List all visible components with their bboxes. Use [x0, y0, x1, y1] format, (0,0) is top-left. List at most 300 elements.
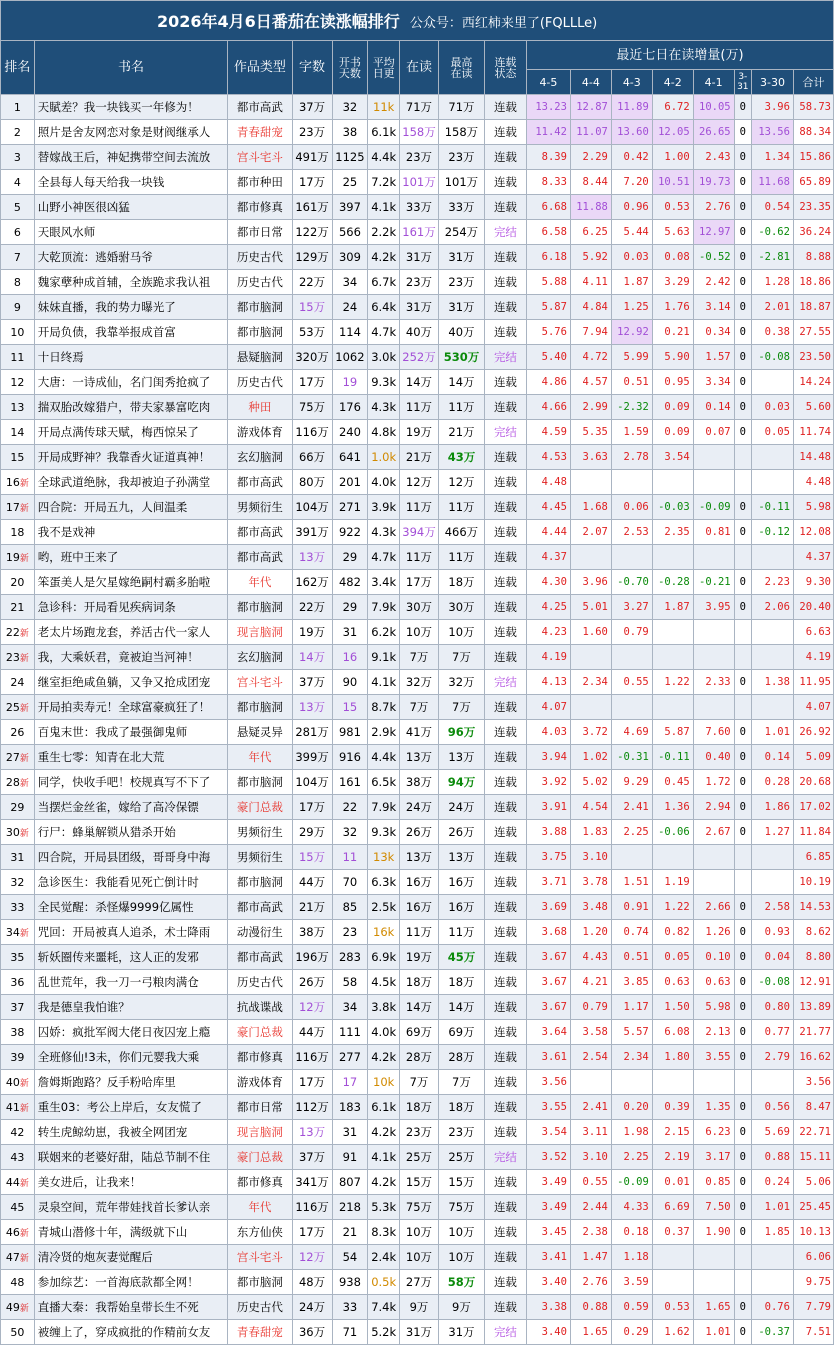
rank-number: 7: [13, 250, 21, 264]
total-increase: 11.74: [793, 420, 833, 445]
avg-update: 4.2k: [368, 1170, 400, 1195]
genre-cell: 悬疑灵异: [228, 720, 292, 745]
weekly-increase: 2.94: [693, 795, 734, 820]
status-cell: 连载: [484, 595, 526, 620]
days-count: 916: [332, 745, 368, 770]
days-count: 17: [332, 1070, 368, 1095]
days-count: 397: [332, 195, 368, 220]
avg-update: 8.7k: [368, 695, 400, 720]
avg-update: 4.1k: [368, 1145, 400, 1170]
word-count: 104万: [292, 495, 332, 520]
peak-reading: 11万: [438, 495, 484, 520]
reading-count: 18万: [400, 970, 439, 995]
weekly-increase: 0: [734, 145, 751, 170]
reading-count: 19万: [400, 945, 439, 970]
days-count: 23: [332, 920, 368, 945]
weekly-increase: 0.51: [611, 945, 652, 970]
status-cell: 完结: [484, 1145, 526, 1170]
weekly-increase: 2.38: [570, 1220, 611, 1245]
weekly-increase: 1.01: [752, 720, 794, 745]
weekly-increase: 10.51: [652, 170, 693, 195]
rank-cell: [1, 820, 35, 845]
reading-count: 17万: [400, 570, 439, 595]
weekly-increase: 0: [734, 270, 751, 295]
genre-cell: 动漫衍生: [228, 920, 292, 945]
status-cell: 连载: [484, 1195, 526, 1220]
genre-cell: 都市种田: [228, 170, 292, 195]
rank-cell: [1, 495, 35, 520]
weekly-increase: [652, 545, 693, 570]
peak-reading: 13万: [438, 845, 484, 870]
total-increase: 5.09: [793, 745, 833, 770]
weekly-increase: 1.98: [611, 1120, 652, 1145]
avg-update: 1.0k: [368, 445, 400, 470]
total-increase: 5.06: [793, 1170, 833, 1195]
rank-number: 42: [10, 1125, 25, 1139]
peak-reading: 75万: [438, 1195, 484, 1220]
rank-cell: [1, 1270, 35, 1295]
table-row: [1, 370, 834, 395]
avg-update: 2.9k: [368, 720, 400, 745]
book-title: 全县每人每天给我一块钱: [34, 170, 227, 195]
word-count: 162万: [292, 570, 332, 595]
weekly-increase: 0.45: [652, 770, 693, 795]
table-row: [1, 245, 834, 270]
table-row: [1, 920, 834, 945]
new-badge: 新: [19, 753, 29, 764]
weekly-increase: [734, 545, 751, 570]
weekly-increase: [752, 370, 794, 395]
weekly-increase: 4.44: [526, 520, 570, 545]
rank-number: 20: [10, 575, 25, 589]
weekly-increase: 2.66: [693, 895, 734, 920]
word-count: 13万: [292, 545, 332, 570]
weekly-increase: 5.87: [652, 720, 693, 745]
col-peak-label: 最高 在读: [450, 55, 473, 80]
peak-reading: 69万: [438, 1020, 484, 1045]
table-row: [1, 1070, 834, 1095]
weekly-increase: 1.50: [652, 995, 693, 1020]
table-row: [1, 520, 834, 545]
reading-count: 38万: [400, 770, 439, 795]
weekly-increase: 0.56: [752, 1095, 794, 1120]
rank-number: 11: [10, 350, 25, 364]
rank-cell: [1, 420, 35, 445]
peak-reading: 18万: [438, 1095, 484, 1120]
total-increase: 10.13: [793, 1220, 833, 1245]
weekly-increase: [693, 470, 734, 495]
status-cell: 连载: [484, 845, 526, 870]
weekly-increase: 0: [734, 945, 751, 970]
weekly-increase: 6.25: [570, 220, 611, 245]
weekly-increase: 1.20: [570, 920, 611, 945]
word-count: 13万: [292, 1120, 332, 1145]
table-row: [1, 1120, 834, 1145]
days-count: 309: [332, 245, 368, 270]
weekly-increase: [734, 695, 751, 720]
weekly-increase: 0.04: [752, 945, 794, 970]
weekly-increase: 3.48: [570, 895, 611, 920]
rank-cell: [1, 1020, 35, 1045]
rank-number: 22: [5, 625, 20, 639]
rank-number: 36: [10, 975, 25, 989]
rank-number: 2: [13, 125, 21, 139]
status-cell: 连载: [484, 445, 526, 470]
table-row: [1, 1295, 834, 1320]
days-count: 31: [332, 1120, 368, 1145]
col-date: 4-4: [570, 70, 611, 95]
weekly-increase: [752, 645, 794, 670]
peak-reading: 94万: [438, 770, 484, 795]
book-title: 哟，班中王来了: [34, 545, 227, 570]
peak-reading: 40万: [438, 320, 484, 345]
weekly-increase: 4.19: [526, 645, 570, 670]
weekly-increase: 0.03: [611, 245, 652, 270]
genre-cell: 历史古代: [228, 970, 292, 995]
avg-update: 3.9k: [368, 495, 400, 520]
days-count: 176: [332, 395, 368, 420]
weekly-increase: 2.43: [693, 145, 734, 170]
rank-number: 32: [10, 875, 25, 889]
table-row: [1, 545, 834, 570]
weekly-increase: -0.09: [693, 495, 734, 520]
weekly-increase: 1.02: [570, 745, 611, 770]
peak-reading: 71万: [438, 95, 484, 120]
word-count: 112万: [292, 1095, 332, 1120]
weekly-increase: [693, 870, 734, 895]
weekly-increase: 3.40: [526, 1270, 570, 1295]
weekly-increase: [752, 1245, 794, 1270]
weekly-increase: 0.05: [752, 420, 794, 445]
weekly-increase: 6.68: [526, 195, 570, 220]
reading-count: 13万: [400, 745, 439, 770]
weekly-increase: 4.72: [570, 345, 611, 370]
rank-number: 19: [5, 550, 20, 564]
reading-count: 15万: [400, 1170, 439, 1195]
peak-reading: 16万: [438, 870, 484, 895]
total-increase: 14.24: [793, 370, 833, 395]
weekly-increase: -0.08: [752, 970, 794, 995]
weekly-increase: -0.37: [752, 1320, 794, 1345]
word-count: 320万: [292, 345, 332, 370]
rank-number: 9: [13, 300, 21, 314]
total-increase: 9.30: [793, 570, 833, 595]
word-count: 116万: [292, 1195, 332, 1220]
table-row: [1, 495, 834, 520]
days-count: 91: [332, 1145, 368, 1170]
rank-cell: [1, 220, 35, 245]
reading-count: 31万: [400, 295, 439, 320]
total-increase: 26.92: [793, 720, 833, 745]
table-row: [1, 995, 834, 1020]
total-increase: 9.75: [793, 1270, 833, 1295]
weekly-increase: -0.11: [652, 745, 693, 770]
col-status: [484, 41, 526, 95]
weekly-increase: 12.87: [570, 95, 611, 120]
book-title: 开局点满传球天赋，梅西惊呆了: [34, 420, 227, 445]
status-cell: 连载: [484, 970, 526, 995]
reading-count: 23万: [400, 270, 439, 295]
weekly-increase: 5.98: [693, 995, 734, 1020]
weekly-increase: 0.88: [752, 1145, 794, 1170]
report-subtitle: 公众号：西红柿来里了(FQLLLe): [409, 16, 598, 31]
weekly-increase: 3.63: [570, 445, 611, 470]
days-count: 29: [332, 595, 368, 620]
col-reading: 在读: [400, 41, 439, 95]
rank-cell: [1, 120, 35, 145]
col-days: [332, 41, 368, 95]
col-date: 3-30: [752, 70, 794, 95]
rank-cell: [1, 570, 35, 595]
weekly-increase: 1.01: [752, 1195, 794, 1220]
reading-count: 23万: [400, 145, 439, 170]
weekly-increase: [752, 1070, 794, 1095]
peak-reading: 12万: [438, 470, 484, 495]
avg-update: 4.5k: [368, 970, 400, 995]
word-count: 36万: [292, 1320, 332, 1345]
weekly-increase: 3.78: [570, 870, 611, 895]
weekly-increase: 5.02: [570, 770, 611, 795]
status-cell: 连载: [484, 620, 526, 645]
peak-reading: 58万: [438, 1270, 484, 1295]
word-count: 17万: [292, 370, 332, 395]
weekly-increase: 0.05: [652, 945, 693, 970]
weekly-increase: [611, 845, 652, 870]
days-count: 25: [332, 170, 368, 195]
weekly-increase: [752, 845, 794, 870]
weekly-increase: 0.88: [570, 1295, 611, 1320]
rank-cell: [1, 970, 35, 995]
weekly-increase: 0.09: [652, 395, 693, 420]
col-date: 4-5: [526, 70, 570, 95]
total-increase: 8.80: [793, 945, 833, 970]
book-title: 重生03：考公上岸后，女友慌了: [34, 1095, 227, 1120]
genre-cell: 都市日常: [228, 220, 292, 245]
days-count: 85: [332, 895, 368, 920]
weekly-increase: 3.58: [570, 1020, 611, 1045]
table-row: [1, 1320, 834, 1345]
weekly-increase: 0.39: [652, 1095, 693, 1120]
word-count: 48万: [292, 1270, 332, 1295]
weekly-increase: [652, 1245, 693, 1270]
weekly-increase: 11.07: [570, 120, 611, 145]
new-badge: 新: [19, 1178, 29, 1189]
weekly-increase: 4.13: [526, 670, 570, 695]
weekly-increase: 5.87: [526, 295, 570, 320]
weekly-increase: 3.94: [526, 745, 570, 770]
total-increase: 22.71: [793, 1120, 833, 1145]
weekly-increase: 1.87: [611, 270, 652, 295]
weekly-increase: -2.32: [611, 395, 652, 420]
word-count: 37万: [292, 670, 332, 695]
rank-cell: [1, 920, 35, 945]
weekly-increase: 8.39: [526, 145, 570, 170]
weekly-increase: 0.53: [652, 1295, 693, 1320]
weekly-increase: [652, 695, 693, 720]
new-badge: 新: [19, 1078, 29, 1089]
table-row: [1, 970, 834, 995]
word-count: 19万: [292, 620, 332, 645]
total-increase: 88.34: [793, 120, 833, 145]
rank-number: 33: [10, 900, 25, 914]
reading-count: 10万: [400, 1245, 439, 1270]
weekly-increase: 1.19: [652, 870, 693, 895]
weekly-increase: 1.65: [693, 1295, 734, 1320]
status-cell: 连载: [484, 1020, 526, 1045]
weekly-increase: [734, 645, 751, 670]
reading-count: 11万: [400, 920, 439, 945]
weekly-increase: 2.99: [570, 395, 611, 420]
weekly-increase: [734, 1270, 751, 1295]
total-increase: 8.62: [793, 920, 833, 945]
weekly-increase: 4.66: [526, 395, 570, 420]
weekly-increase: -0.21: [693, 570, 734, 595]
peak-reading: 10万: [438, 1245, 484, 1270]
status-cell: 连载: [484, 1220, 526, 1245]
book-title: 继室拒绝咸鱼躺，又争又抢成团宠: [34, 670, 227, 695]
total-increase: 13.89: [793, 995, 833, 1020]
weekly-increase: 2.41: [570, 1095, 611, 1120]
table-row: [1, 1095, 834, 1120]
rank-cell: [1, 545, 35, 570]
days-count: 566: [332, 220, 368, 245]
book-title: 我不是戏神: [34, 520, 227, 545]
rank-cell: [1, 470, 35, 495]
days-count: 981: [332, 720, 368, 745]
total-increase: 23.50: [793, 345, 833, 370]
genre-cell: 玄幻脑洞: [228, 445, 292, 470]
word-count: 17万: [292, 170, 332, 195]
weekly-increase: 0.55: [611, 670, 652, 695]
rank-cell: [1, 170, 35, 195]
status-cell: 连载: [484, 695, 526, 720]
days-count: 641: [332, 445, 368, 470]
avg-update: 6.1k: [368, 1095, 400, 1120]
days-count: 54: [332, 1245, 368, 1270]
reading-count: 27万: [400, 1270, 439, 1295]
book-title: 大乾顶流：逃婚驸马爷: [34, 245, 227, 270]
book-title: 急诊科：开局看见疾病词条: [34, 595, 227, 620]
peak-reading: 11万: [438, 920, 484, 945]
rank-cell: [1, 945, 35, 970]
reading-count: 23万: [400, 1120, 439, 1145]
book-title: 十日终焉: [34, 345, 227, 370]
weekly-increase: 5.35: [570, 420, 611, 445]
weekly-increase: 0: [734, 295, 751, 320]
avg-update: 4.1k: [368, 195, 400, 220]
reading-count: 41万: [400, 720, 439, 745]
avg-update: 4.2k: [368, 1120, 400, 1145]
weekly-increase: 2.41: [611, 795, 652, 820]
new-badge: 新: [19, 1103, 29, 1114]
days-count: 161: [332, 770, 368, 795]
genre-cell: 现言脑洞: [228, 1120, 292, 1145]
book-title: 被缠上了，穿成疯批的作精前女友: [34, 1320, 227, 1345]
reading-count: 33万: [400, 195, 439, 220]
rank-cell: [1, 795, 35, 820]
weekly-increase: 0: [734, 1220, 751, 1245]
status-cell: 连载: [484, 745, 526, 770]
genre-cell: 历史古代: [228, 1295, 292, 1320]
table-row: [1, 320, 834, 345]
weekly-increase: 3.67: [526, 945, 570, 970]
days-count: 22: [332, 795, 368, 820]
book-title: 参加综艺：一首海底款都全网！: [34, 1270, 227, 1295]
days-count: 32: [332, 820, 368, 845]
rank-number: 6: [13, 225, 21, 239]
table-title: [1, 1, 834, 41]
weekly-increase: 2.07: [570, 520, 611, 545]
weekly-increase: 2.23: [752, 570, 794, 595]
total-increase: 21.77: [793, 1020, 833, 1045]
weekly-increase: 0: [734, 1120, 751, 1145]
peak-reading: 96万: [438, 720, 484, 745]
rank-number: 38: [10, 1025, 25, 1039]
days-count: 183: [332, 1095, 368, 1120]
total-increase: 6.06: [793, 1245, 833, 1270]
weekly-increase: 0: [734, 495, 751, 520]
status-cell: 连载: [484, 270, 526, 295]
rank-number: 28: [5, 775, 20, 789]
total-increase: 12.91: [793, 970, 833, 995]
weekly-increase: 0.21: [652, 320, 693, 345]
days-count: 34: [332, 270, 368, 295]
weekly-increase: 0: [734, 1295, 751, 1320]
weekly-increase: 0.93: [752, 920, 794, 945]
book-title: 詹姆斯跑路？反手粉哈库里: [34, 1070, 227, 1095]
book-title: 开局成野神？我靠香火证道真神！: [34, 445, 227, 470]
weekly-increase: 0.63: [652, 970, 693, 995]
rank-number: 35: [10, 950, 25, 964]
peak-reading: 31万: [438, 245, 484, 270]
word-count: 281万: [292, 720, 332, 745]
total-increase: 14.48: [793, 445, 833, 470]
weekly-increase: 3.68: [526, 920, 570, 945]
weekly-increase: 4.54: [570, 795, 611, 820]
weekly-increase: [693, 445, 734, 470]
book-title: 开局负债，我靠举报成首富: [34, 320, 227, 345]
table-row: [1, 1220, 834, 1245]
col-genre: 作品类型: [228, 41, 292, 95]
genre-cell: 男频衍生: [228, 845, 292, 870]
reading-count: 12万: [400, 470, 439, 495]
weekly-increase: 5.01: [570, 595, 611, 620]
weekly-increase: [752, 1270, 794, 1295]
peak-reading: 7万: [438, 645, 484, 670]
weekly-increase: [652, 645, 693, 670]
weekly-increase: 0: [734, 920, 751, 945]
rank-cell: [1, 645, 35, 670]
avg-update: 6.1k: [368, 120, 400, 145]
weekly-increase: 0.24: [752, 1170, 794, 1195]
peak-reading: 18万: [438, 970, 484, 995]
reading-count: 19万: [400, 420, 439, 445]
reading-count: 26万: [400, 820, 439, 845]
table-row: [1, 595, 834, 620]
weekly-increase: 0: [734, 1045, 751, 1070]
word-count: 23万: [292, 120, 332, 145]
avg-update: 6.4k: [368, 295, 400, 320]
weekly-increase: 0.53: [652, 195, 693, 220]
weekly-increase: 2.42: [693, 270, 734, 295]
rank-number: 46: [5, 1225, 20, 1239]
weekly-increase: 0: [734, 570, 751, 595]
weekly-increase: 3.92: [526, 770, 570, 795]
weekly-increase: 3.55: [526, 1095, 570, 1120]
total-increase: 15.86: [793, 145, 833, 170]
book-title: 清冷贤的炮灰妻觉醒后: [34, 1245, 227, 1270]
book-title: 天眼风水师: [34, 220, 227, 245]
